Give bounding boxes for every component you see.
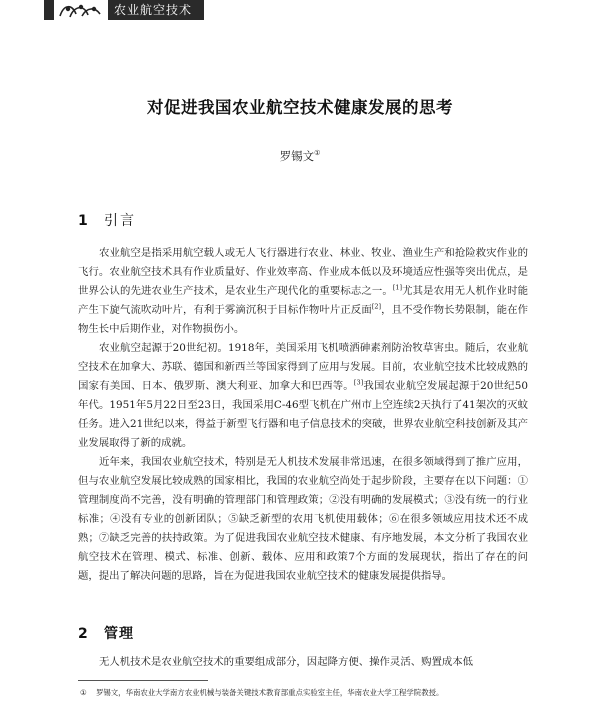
author-name: 罗锡文 xyxy=(279,149,315,163)
paragraph-text: 农业航空是指采用航空载人或无人飞行器进行农业、林业、牧业、渔业生产和抢险救灾作业的飞行。农业航空技术具有作业质量好、作业效率高、作业成本低以及环境适应性强等突出优点，是世界公认的先进农业生产技术，是农业生产现代化的重要标志之一。 xyxy=(78,247,528,297)
article-title: 对促进我国农业航空技术健康发展的思考 xyxy=(147,98,453,117)
author-footnote-mark: ① xyxy=(314,149,321,158)
paragraph-text: 近年来，我国农业航空技术，特别是无人机技术发展非常迅速，在很多领域得到了推广应用，但与农业航空发展比较成熟的国家相比，我国的农业航空尚处于起步阶段，主要存在以下问题：①管理制度尚不完善，没有明确的管理部门和管理政策；②没有明确的发展模式；③没有统一的行业标准；④没有专业的创新团队；⑤缺乏新型的农用飞机使用载体；⑥在很多领域应用技术还不成熟；⑦缺乏完善的扶持政策。为了促进我国农业航空技术健康、有序地发展，本文分析了我国农业航空技术在管理、模式、标准、创新、载体、应用和政策7个方面的发展现状，指出了存在的问题，提出了解决问题的思路，旨在为促进我国农业航空技术的健康发展提供指导。 xyxy=(78,456,528,582)
paragraph-text: 农业航空起源于20世纪初。1918年，美国采用飞机喷洒砷素剂防治牧草害虫。随后，农业航空技术在加拿大、苏联、德国和新西兰等国家得到了应用与发展。目前，农业航空技术比较成熟的国家有美国、日本、俄罗斯、澳大利亚、加拿大和巴西等。 xyxy=(78,342,528,392)
section-title: 管理 xyxy=(104,626,134,642)
journal-section-label: 农业航空技术 xyxy=(114,3,193,17)
section-number: 1 xyxy=(78,213,88,229)
section-title: 引言 xyxy=(104,213,136,229)
paragraph xyxy=(78,339,528,453)
paragraph-text: 尤其是农用无人机作业时能产生下旋气流吹动叶片，有利于雾滴沉积于目标作物叶片正反面 xyxy=(78,285,528,316)
journal-logo xyxy=(54,0,108,20)
citation-ref: [1] xyxy=(392,283,403,292)
footnote-text: 罗锡文，华南农业大学南方农业机械与装备关键技术教育部重点实验室主任，华南农业大学工程学院教授。 xyxy=(96,688,444,697)
section-number: 2 xyxy=(78,626,88,642)
paragraph-text: 我国农业航空发展起源于20世纪50年代。1951年5月22日至23日，我国采用C-46型飞机在广州市上空连续2天执行了41架次的灭蚊任务。进入21世纪以来，得益于新型飞行器和电子信息技术的突破，世界农业航空科技创新及其产业发展取得了新的成就。 xyxy=(78,380,528,449)
footnote-divider xyxy=(78,680,208,681)
footnote xyxy=(80,687,536,699)
footnote-mark: ① xyxy=(80,688,87,697)
paragraph-text: 无人机技术是农业航空技术的重要组成部分，因起降方便、操作灵活、购置成本低 xyxy=(99,656,474,668)
section-heading-introduction xyxy=(78,210,136,230)
paragraph-text: ，且不受作物长势限制，能在作物生长中后期作业，对作物损伤小。 xyxy=(78,304,529,335)
paragraph xyxy=(78,453,528,586)
paragraph xyxy=(78,653,528,672)
section-heading-management xyxy=(78,623,134,643)
paragraph xyxy=(78,244,528,339)
citation-ref: [2] xyxy=(371,302,382,311)
article-author xyxy=(0,148,600,164)
citation-ref: [3] xyxy=(353,378,364,387)
